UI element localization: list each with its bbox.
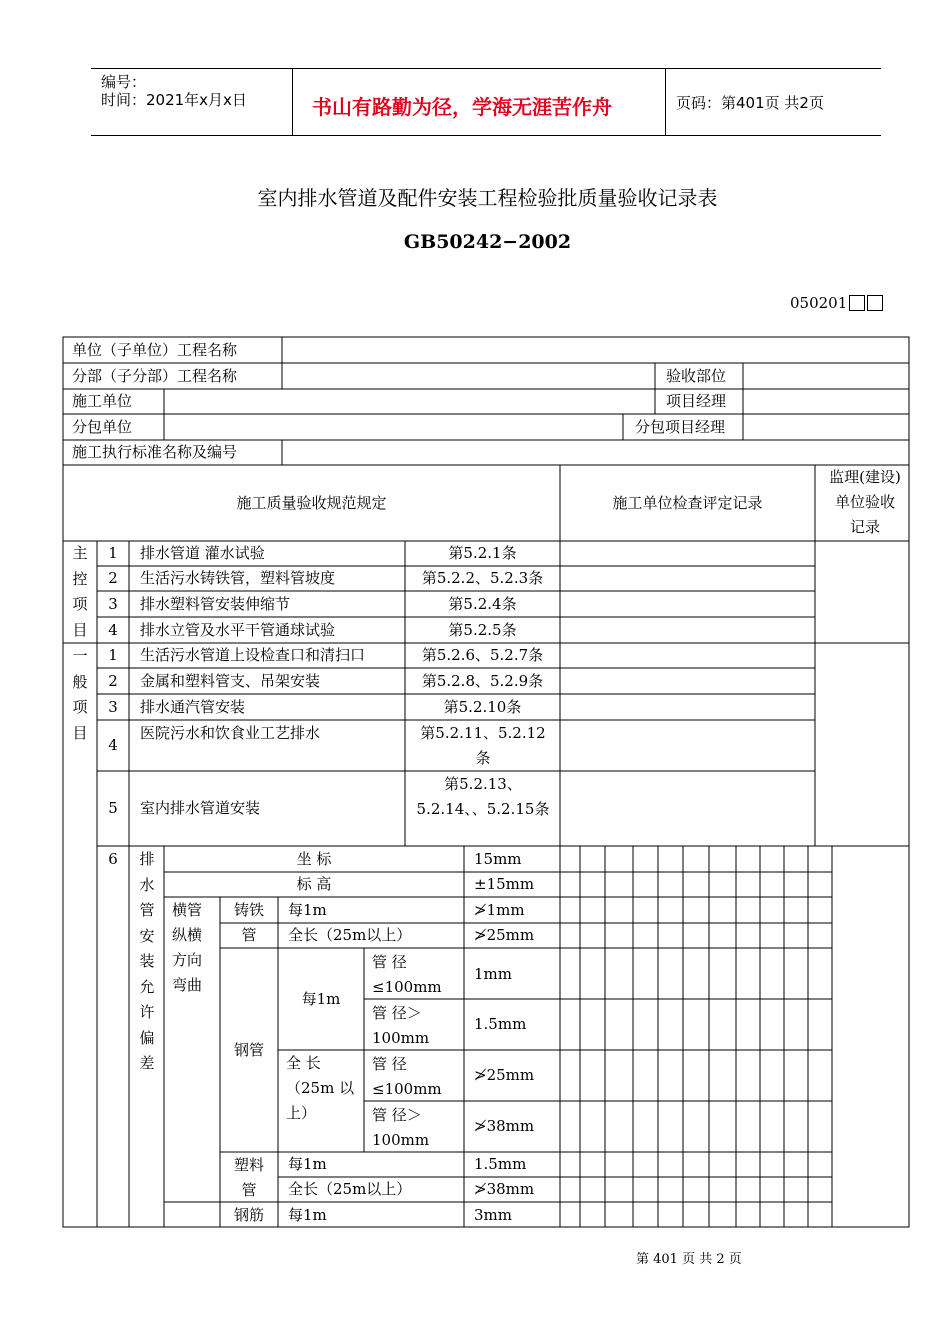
page-label: 页码：第401页 共2页: [676, 94, 824, 112]
general-item-clause: 第5.2.8、5.2.9条: [421, 672, 544, 690]
general-item-clause: 第5.2.10条: [443, 698, 522, 716]
tolerance-label: 排水管安装允许偏差: [139, 850, 155, 1072]
contractor-label: 施工单位: [72, 392, 133, 410]
header-bottom-rule: [91, 135, 881, 136]
rebar-label: 钢筋: [233, 1206, 264, 1224]
main-item-no: 1: [108, 544, 118, 562]
rebar-per-1m-value: 3mm: [474, 1206, 512, 1224]
code-box-2[interactable]: [867, 295, 883, 311]
elev-value: ±15mm: [474, 875, 535, 893]
page-footer: 第 401 页 共 2 页: [636, 1252, 742, 1267]
header-divider-2: [665, 68, 666, 136]
main-item-clause: 第5.2.5条: [448, 621, 517, 639]
steel-full-le-value: ≯25mm: [474, 1066, 535, 1084]
general-item-name: 医院污水和饮食业工艺排水: [140, 724, 321, 742]
general-item-name: 金属和塑料管支、吊架安装: [140, 672, 321, 690]
general-item-clause: 第5.2.11、5.2.12条: [420, 724, 546, 767]
steel-full-gt-value: ≯38mm: [474, 1117, 535, 1135]
header-divider-1: [292, 68, 293, 136]
general-item-no: 3: [108, 698, 118, 716]
record-column-header: 施工单位检查评定记录: [612, 494, 763, 512]
cast-full-label: 全长（25m以上）: [288, 926, 412, 944]
unit-project-label: 单位（子单位）工程名称: [72, 341, 238, 359]
general-item-no: 1: [108, 646, 118, 664]
header-top-rule: [91, 68, 881, 69]
main-item-no: 3: [108, 595, 118, 613]
general-item-clause: 第5.2.6、5.2.7条: [421, 646, 544, 664]
time-label: 时间：2021年x月x日: [101, 91, 247, 109]
steel-1m-le-value: 1mm: [474, 965, 512, 983]
main-item-clause: 第5.2.2、5.2.3条: [421, 569, 544, 587]
general-item-name: 排水通汽管安装: [140, 698, 246, 716]
cast-per-1m-label: 每1m: [288, 901, 327, 919]
standard-name-label: 施工执行标准名称及编号: [72, 443, 238, 461]
page-title: 室内排水管道及配件安装工程检验批质量验收记录表: [257, 186, 718, 210]
general-item-clause: 第5.2.13、5.2.14、、5.2.15条: [416, 775, 550, 818]
form-code-text: 050201: [790, 294, 848, 312]
standard-code: GB50242−2002: [403, 231, 572, 253]
main-control-label: 主控项目: [72, 544, 88, 639]
main-item-clause: 第5.2.1条: [448, 544, 517, 562]
general-item-no: 5: [108, 799, 118, 817]
code-box-1[interactable]: [849, 295, 865, 311]
sub-project-label: 分部（子分部）工程名称: [72, 367, 238, 385]
coord-label: 坐 标: [296, 850, 332, 868]
plastic-per-1m-label: 每1m: [288, 1155, 327, 1173]
cast-per-1m-value: ≯1mm: [474, 901, 525, 919]
general-item-name: 室内排水管道安装: [140, 799, 261, 817]
cast-iron-label: 铸铁管: [233, 901, 264, 944]
number-label: 编号：: [101, 73, 147, 91]
subcontractor-label: 分包单位: [72, 418, 133, 436]
plastic-full-label: 全长（25m以上）: [288, 1180, 412, 1198]
main-item-no: 2: [108, 569, 118, 587]
project-manager-label: 项目经理: [666, 392, 727, 410]
supervisor-column-header: 监理(建设)单位验收记录: [829, 468, 901, 536]
plastic-full-value: ≯38mm: [474, 1180, 535, 1198]
main-item-clause: 第5.2.4条: [448, 595, 517, 613]
spec-column-header: 施工质量验收规范规定: [236, 494, 387, 512]
steel-full-dia-le-label: 管 径≤100mm: [372, 1055, 442, 1098]
tolerance-no: 6: [108, 850, 118, 868]
main-item-name: 排水管道 灌水试验: [140, 544, 265, 562]
acceptance-part-label: 验收部位: [666, 367, 727, 385]
elev-label: 标 高: [296, 875, 332, 893]
general-label: 一般项目: [72, 647, 88, 742]
steel-per-1m-label: 每1m: [301, 990, 341, 1008]
main-item-name: 生活污水铸铁管，塑料管坡度: [140, 569, 336, 587]
plastic-per-1m-value: 1.5mm: [474, 1155, 527, 1173]
general-item-no: 2: [108, 672, 118, 690]
general-item-name: 生活污水管道上设检查口和清扫口: [140, 646, 366, 664]
rebar-per-1m-label: 每1m: [288, 1206, 327, 1224]
steel-dia-le-label: 管 径≤100mm: [372, 953, 442, 996]
steel-full-dia-gt-label: 管 径＞100mm: [372, 1106, 430, 1149]
general-item-no: 4: [108, 736, 118, 754]
coord-value: 15mm: [474, 850, 522, 868]
main-item-no: 4: [108, 621, 118, 639]
cast-full-value: ≯25mm: [474, 926, 535, 944]
bend-label: 横管纵横方向弯曲: [172, 901, 203, 994]
sub-project-manager-label: 分包项目经理: [635, 418, 726, 436]
plastic-label: 塑料管: [233, 1156, 264, 1199]
steel-1m-gt-value: 1.5mm: [474, 1015, 527, 1033]
steel-full-label: 全 长（25m 以上）: [286, 1054, 355, 1122]
main-item-name: 排水立管及水平干管通球试验: [140, 621, 336, 639]
steel-label: 钢管: [233, 1041, 264, 1059]
form-code: [790, 294, 883, 312]
main-item-name: 排水塑料管安装伸缩节: [140, 595, 291, 613]
steel-dia-gt-label: 管 径＞100mm: [372, 1004, 430, 1047]
motto: 书山有路勤为径，学海无涯苦作舟: [312, 95, 612, 119]
